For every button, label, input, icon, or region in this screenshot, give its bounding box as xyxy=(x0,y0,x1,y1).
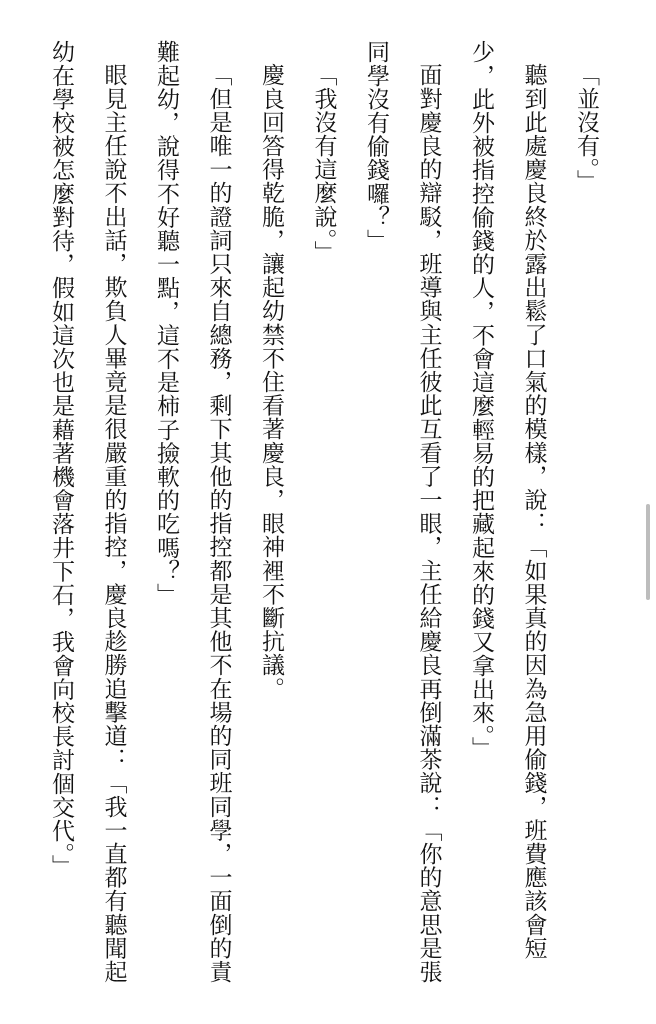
vertical-text-body xyxy=(42,40,612,1000)
paragraph: 「但是唯一的證詞只來自總務，剩下其他的指控都是其他不在場的同班同學，一面倒的責難起幼，說得不好聽一點，這不是柿子撿軟的吃嗎？」 xyxy=(153,40,232,984)
paragraph: 聽到此處慶良終於露出鬆了口氣的模樣，說：「如果真的因為急用偷錢，班費應該會短少，此外被指控偷錢的人，不會這麼輕易的把藏起來的錢又拿出來。」 xyxy=(468,40,547,960)
paragraph: 眼見主任說不出話，欺負人畢竟是很嚴重的指控，慶良趁勝追擊道：「我一直都有聽聞起幼在學校被怎麼對待，假如這次也是藉著機會落井下石，我會向校長討個交代。」 xyxy=(48,40,127,984)
paragraph: 「並沒有。」 xyxy=(573,63,599,194)
paragraph: 慶良回答得乾脆，讓起幼禁不住看著慶良，眼神裡不斷抗議。 xyxy=(258,63,284,701)
scrollbar-thumb[interactable] xyxy=(646,504,650,600)
paragraph: 面對慶良的辯駁，班導與主任彼此互看了一眼，主任給慶良再倒滿茶說：「你的意思是張同學沒有偷錢囉？」 xyxy=(363,40,442,984)
paragraph: 「我沒有這麼說。」 xyxy=(310,63,337,264)
